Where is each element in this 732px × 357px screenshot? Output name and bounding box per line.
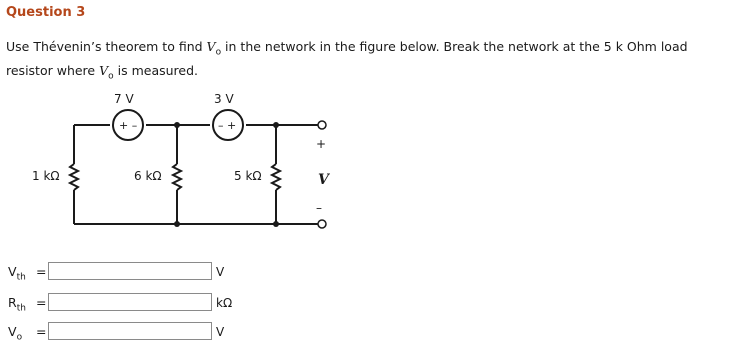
vth-input[interactable] <box>48 262 212 280</box>
vo-input[interactable] <box>48 322 212 340</box>
output-minus: – <box>316 201 322 215</box>
resistor-6k <box>173 164 181 190</box>
question-title: Question 3 <box>6 5 86 20</box>
output-plus: + <box>316 137 327 151</box>
equals-sign: = <box>36 264 47 279</box>
unit-label: V <box>216 325 225 339</box>
equals-sign: = <box>36 324 47 339</box>
resistor-1k <box>70 164 78 190</box>
vo-subscript: o <box>215 47 222 58</box>
vo-variable-2: V <box>99 62 109 78</box>
r1-label: 1 kΩ <box>32 169 60 183</box>
answer-label: $V_{th}$ <box>8 264 26 283</box>
source1-polarity: + – <box>119 119 138 132</box>
answer-label: $R_{th}$ <box>8 295 26 314</box>
terminal-top <box>318 121 326 129</box>
junction-top-mid <box>174 122 180 128</box>
vo-variable: V <box>206 39 216 54</box>
prompt-part-1: Use Thévenin’s theorem to find <box>6 39 207 54</box>
output-voltage-label: V <box>318 172 329 188</box>
unit-label: V <box>216 265 225 279</box>
junction-bottom-right <box>273 221 279 227</box>
unit-label: kΩ <box>216 296 233 310</box>
r3-label: 5 kΩ <box>234 169 262 183</box>
source2-polarity: – + <box>218 119 237 132</box>
vo-subscript-2: o <box>108 71 114 81</box>
prompt-part-3: is measured. <box>113 62 198 78</box>
prompt-part-2: in the network in the figure below. Break the network at the 5 k Ohm load resistor where <box>6 39 688 78</box>
junction-bottom-mid <box>174 221 180 227</box>
rth-input[interactable] <box>48 293 212 311</box>
equals-sign: = <box>36 295 47 310</box>
answer-label: $V_o$ <box>8 324 23 343</box>
terminal-bottom <box>318 220 326 228</box>
source2-label: 3 V <box>214 92 234 106</box>
r2-label: 6 kΩ <box>134 169 162 183</box>
resistor-5k <box>272 164 280 190</box>
junction-top-right <box>273 122 279 128</box>
source1-label: 7 V <box>114 92 134 106</box>
